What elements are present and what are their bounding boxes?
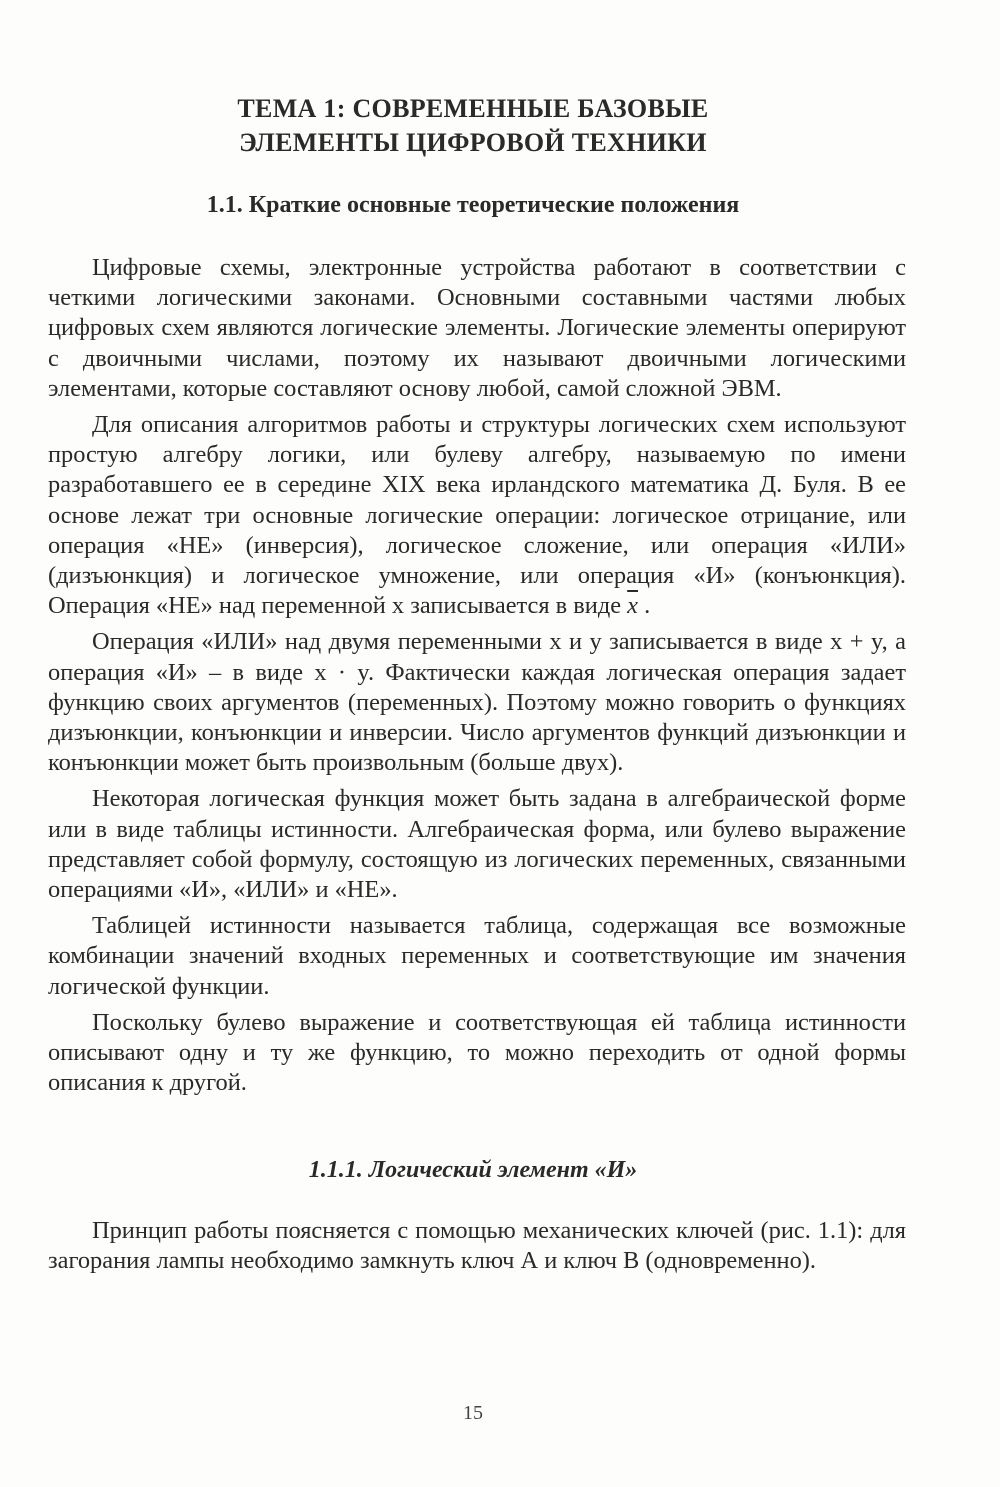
paragraph-5: Таблицей истинности называется таблица, содержащая все возможные комбинации значений входных переменных и соответствующие им значения логической функции. xyxy=(48,912,906,1000)
section-heading: 1.1. Краткие основные теоретические положения xyxy=(206,192,740,218)
section-body xyxy=(48,253,906,1104)
chapter-title-line-1: ТЕМА 1: СОВРЕМЕННЫЕ БАЗОВЫЕ xyxy=(237,94,709,123)
subsection-heading: 1.1.1. Логический элемент «И» xyxy=(308,1157,638,1183)
page-number: 15 xyxy=(463,1402,483,1424)
paragraph-2-text: Для описания алгоритмов работы и структуры логических схем используют простую алгебру логики, или булеву алгебру, называемую по имени разработавшего ее в середине XIX века ирландского математика Д. Буля. В ее основе лежат три основные логические операции: логическое отрицание, или операция «НЕ» (инверсия), логическое сложение, или операция «ИЛИ» (дизъюнкция) и логическое умножение, или операция «И» (конъюнкция). Операция «НЕ» над переменной x записывается в виде xyxy=(48,411,906,620)
paragraph-1: Цифровые схемы, электронные устройства работают в соответствии с четкими логическими законами. Основными составными частями любых цифровых схем являются логические элементы. Логические элементы оперируют с двоичными числами, поэтому их называют двоичными логическими элементами, которые составляют основу любой, самой сложной ЭВМ. xyxy=(48,254,906,402)
chapter-title xyxy=(0,92,946,160)
paragraph-6: Поскольку булево выражение и соответствующая ей таблица истинности описывают одну и ту же функцию, то можно переходить от одной формы описания к другой. xyxy=(48,1008,906,1097)
paragraph-3: Операция «ИЛИ» над двумя переменными x и y записывается в виде x + y, а операция «И» – в виде x · y. Фактически каждая логическая операция задает функцию своих аргументов (переменных). Поэтому можно говорить о функциях дизъюнкции, конъюнкции и инверсии. Число аргументов функций дизъюнкции и конъюнкции может быть произвольным (больше двух). xyxy=(48,628,906,777)
chapter-title-line-2: ЭЛЕМЕНТЫ ЦИФРОВОЙ ТЕХНИКИ xyxy=(239,128,707,157)
subsection-body xyxy=(48,1216,906,1276)
paragraph-2 xyxy=(48,410,906,621)
negation-symbol: $\overline{x}$ xyxy=(627,592,638,620)
subsection-paragraph: Принцип работы поясняется с помощью механических ключей (рис. 1.1): для загорания лампы необходимо замкнуть ключ А и ключ В (одновременно). xyxy=(48,1217,906,1275)
paragraph-4: Некоторая логическая функция может быть задана в алгебраической форме или в виде таблицы истинности. Алгебраическая форма, или булево выражение представляет собой формулу, состоящую из логических переменных, связанными операциями «И», «ИЛИ» и «НЕ». xyxy=(48,785,906,904)
paragraph-2-end: . xyxy=(644,592,651,620)
